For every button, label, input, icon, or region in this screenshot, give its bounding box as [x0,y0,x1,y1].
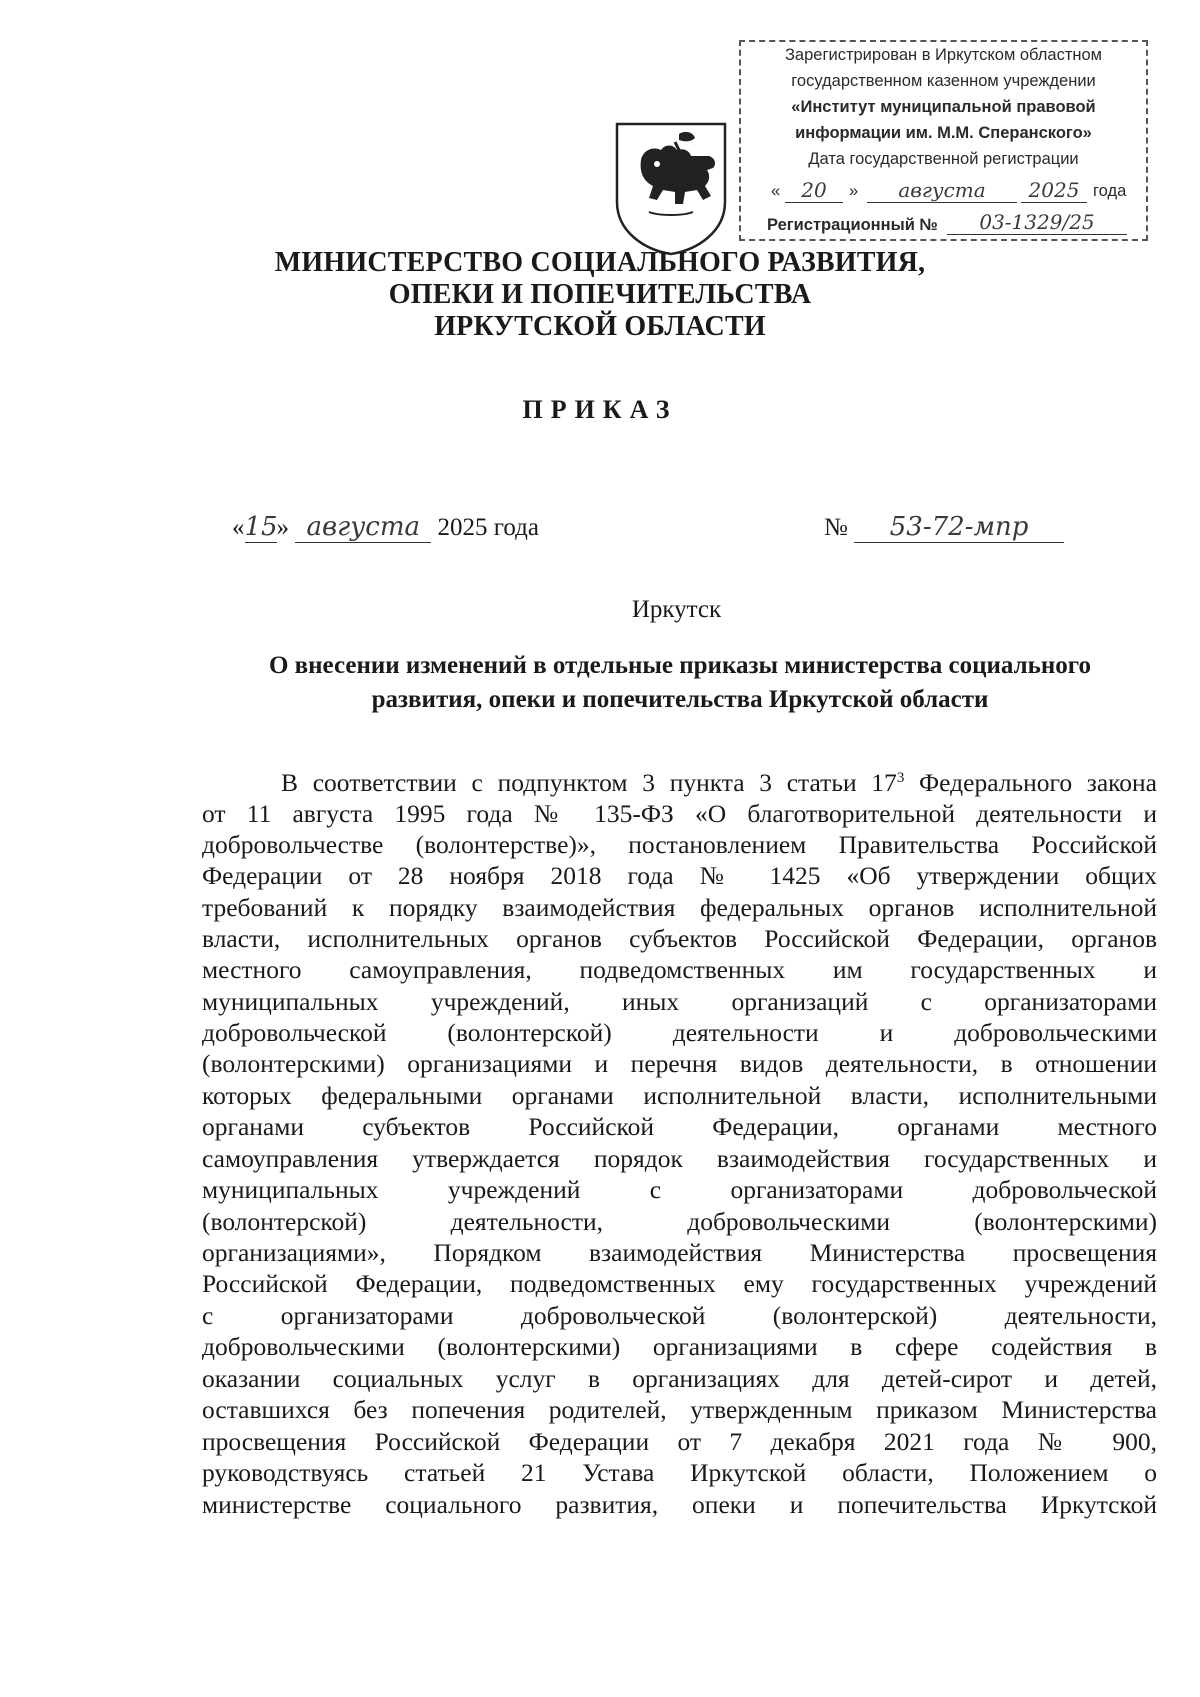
body-line: (волонтерскими) организациями и перечня видов деятельности, в отношении [202,1049,1157,1078]
coat-of-arms-icon [613,120,729,256]
body-line: министерстве социального развития, опеки и попечительства Иркутской [202,1490,1157,1519]
body-line: (волонтерской) деятельности, добровольческими (волонтерскими) [202,1207,1157,1236]
stamp-line: Дата государственной регистрации [808,150,1079,168]
stamp-registration-date [771,178,1131,206]
body-text: В соответствии с подпунктом 3 пункта 3 статьи 17 [281,768,897,797]
stamp-date-suffix: года [1093,182,1127,200]
order-date-day: 15 [244,512,278,542]
body-line: добровольческой (волонтерской) деятельности и добровольческими [202,1018,1157,1047]
ministry-name-line: ОПЕКИ И ПОПЕЧИТЕЛЬСТВА [388,279,812,310]
stamp-date-close-quote: » [849,182,859,200]
body-line: которых федеральными органами исполнительной власти, исполнительными [202,1081,1157,1110]
body-line: самоуправления утверждается порядок взаимодействия государственных и [202,1144,1157,1173]
order-number [824,512,1064,543]
body-line: местного самоуправления, подведомственных им государственных и [202,955,1157,984]
stamp-line: Зарегистрирован в Иркутском областном [784,46,1103,64]
ministry-name-line: МИНИСТЕРСТВО СОЦИАЛЬНОГО РАЗВИТИЯ, [274,247,926,278]
body-line: оставшихся без попечения родителей, утвержденным приказом Министерства [202,1395,1157,1424]
body-line: просвещения Российской Федерации от 7 декабря 2021 года № 900, [202,1427,1157,1456]
stamp-date-year: 2025 [1021,178,1087,203]
body-line: с организаторами добровольческой (волонтерской) деятельности, [202,1301,1157,1330]
body-line: требований к порядку взаимодействия федеральных органов исполнительной [202,893,1157,922]
order-date-close-quote: » [276,514,289,541]
order-date-month: августа [295,512,431,543]
stamp-line: информации им. М.М. Сперанского» [795,124,1092,142]
stamp-line: государственном казенном учреждении [791,72,1096,90]
order-number-value: 53-72-мпр [854,512,1064,543]
order-date [232,512,539,543]
stamp-reg-label: Регистрационный № [767,216,938,234]
body-line: муниципальных учреждений с организаторами добровольческой [202,1175,1157,1204]
document-title-line: О внесении изменений в отдельные приказы министерства социального [268,652,1092,679]
registration-stamp [739,40,1148,241]
body-line [281,768,1157,798]
stamp-line: «Институт муниципальной правовой [791,98,1096,116]
stamp-reg-number: 03-1329/25 [947,210,1127,235]
body-line: организациями», Порядком взаимодействия Министерства просвещения [202,1238,1157,1267]
document-title-line: развития, опеки и попечительства Иркутской области [371,686,989,713]
body-line: добровольчестве (волонтерстве)», постановлением Правительства Российской [202,830,1157,859]
superscript: 3 [896,770,905,786]
city: Иркутск [631,596,722,623]
body-line: от 11 августа 1995 года № 135-ФЗ «О благотворительной деятельности и [202,799,1157,828]
order-number-prefix: № [824,514,848,541]
stamp-date-month: августа [867,178,1017,203]
body-text: Федерального закона [919,768,1157,797]
body-line: оказании социальных услуг в организациях для детей-сирот и детей, [202,1364,1157,1393]
body-line: Федерации от 28 ноября 2018 года № 1425 «Об утверждении общих [202,861,1157,890]
body-line: органами субъектов Российской Федерации, органами местного [202,1112,1157,1141]
body-line: муниципальных учреждений, иных организаций с организаторами [202,987,1157,1016]
body-line: руководствуясь статьей 21 Устава Иркутской области, Положением о [202,1458,1157,1487]
stamp-date-open-quote: « [771,182,781,200]
body-line: Российской Федерации, подведомственных ему государственных учреждений [202,1269,1157,1298]
stamp-date-day: 20 [785,178,843,203]
stamp-registration-number [767,210,1137,238]
order-date-year: 2025 года [437,514,539,541]
order-date-open-quote: « [232,514,245,541]
body-line: власти, исполнительных органов субъектов Российской Федерации, органов [202,924,1157,953]
body-line: добровольческими (волонтерскими) организациями в сфере содействия в [202,1332,1157,1361]
ministry-name-line: ИРКУТСКОЙ ОБЛАСТИ [434,311,766,342]
document-type: ПРИКАЗ [522,395,678,424]
